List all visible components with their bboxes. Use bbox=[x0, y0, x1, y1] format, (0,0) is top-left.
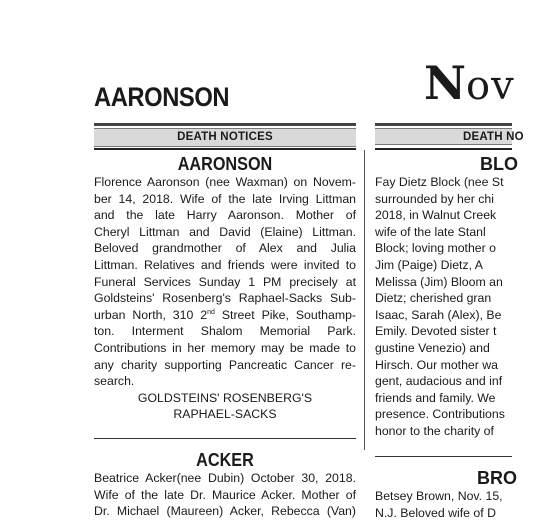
notice-title: AARONSON bbox=[177, 154, 273, 174]
notice-body bbox=[94, 174, 356, 390]
notice-line: 2018, in Walnut Creek bbox=[375, 208, 497, 223]
notice-title: BLO bbox=[480, 154, 518, 174]
notice-line: search. bbox=[94, 374, 135, 389]
masthead-initial: N bbox=[424, 56, 467, 110]
notice-line: Jim (Paige) Dietz, A bbox=[375, 257, 483, 272]
notice-line: surrounded by her chi bbox=[375, 191, 494, 206]
notice-line: ber 14, 2018. Wife of the late Irving Littman bbox=[94, 191, 356, 206]
notice-line: Florence Aaronson (nee Waxman) on Novem- bbox=[94, 175, 356, 189]
notice-body bbox=[94, 470, 356, 520]
notice-line: honor to the charity of bbox=[375, 423, 494, 438]
notice-line: Dietz; cherished gran bbox=[375, 291, 492, 306]
notice-line: N.J. Beloved wife of D bbox=[375, 505, 496, 520]
notice-line: any charity supporting Pancreatic Cancer re- bbox=[94, 357, 356, 372]
notice-separator bbox=[375, 456, 512, 457]
notice-line: Hirsch. Our mother wa bbox=[375, 357, 498, 372]
notice-line: Dr. Michael (Maureen) Acker, Rebecca (Van) bbox=[94, 504, 356, 519]
notice-line: Funeral Services Sunday 1 PM precisely at bbox=[94, 274, 356, 289]
notice-title: ACKER bbox=[196, 450, 254, 470]
notice-line: friends and family. We bbox=[375, 390, 496, 405]
notice-line: Melissa (Jim) Bloom an bbox=[375, 274, 503, 289]
notice-block bbox=[375, 154, 535, 440]
notice-separator bbox=[94, 438, 356, 439]
notice-body bbox=[375, 488, 535, 521]
section-label-right: DEATH NO bbox=[375, 128, 512, 145]
notice-title: BRO bbox=[477, 468, 517, 488]
notice-line: Cheryl Littman and David (Elaine) Littman. bbox=[94, 224, 356, 239]
notice-line: Isaac, Sarah (Alex), Be bbox=[375, 307, 502, 322]
notice-line: Contributions in her memory may be made to bbox=[94, 340, 356, 355]
notice-line bbox=[94, 307, 356, 324]
notice-line: Emily. Devoted sister t bbox=[375, 324, 497, 339]
section-rule-left bbox=[94, 148, 356, 150]
notice-line: Beloved grandmother of Alex and Julia bbox=[94, 241, 356, 256]
notice-line: Block; loving mother o bbox=[375, 241, 496, 256]
notice-line: Betsey Brown, Nov. 15, bbox=[375, 489, 503, 503]
notice-line: Littman. Relatives and friends were invited to bbox=[94, 257, 356, 272]
notice-line: Beatrice Acker(nee Dubin) October 30, 2018. bbox=[94, 471, 356, 485]
funeral-home-signature: RAPHAEL-SACKS bbox=[173, 407, 277, 422]
notice-line: presence. Contributions bbox=[375, 407, 505, 422]
notice-line: Wife of the late Dr. Maurice Acker. Mother of bbox=[94, 487, 356, 502]
ordinal-suffix: nd bbox=[207, 308, 215, 316]
section-label-left: DEATH NOTICES bbox=[94, 128, 356, 147]
notice-line: gustine Venezio) and bbox=[375, 340, 490, 355]
header-rule-left bbox=[94, 123, 356, 126]
masthead bbox=[424, 56, 515, 110]
page-header: AARONSON bbox=[94, 82, 230, 112]
notice-line: ton. Interment Shalom Memorial Park. bbox=[94, 324, 356, 339]
notice-line-part: Street Pike, Southamp- bbox=[214, 307, 357, 322]
notice-brown bbox=[375, 468, 535, 521]
notice-body bbox=[375, 174, 535, 440]
header-rule-right bbox=[375, 123, 512, 126]
masthead-rest: ov bbox=[466, 63, 515, 109]
section-rule-right bbox=[375, 148, 512, 150]
notice-acker bbox=[94, 450, 356, 520]
notice-line: wife of the late Stanl bbox=[375, 224, 486, 239]
notice-line: gent, audacious and inf bbox=[375, 374, 503, 389]
notice-line-part: urban North, 310 2 bbox=[94, 307, 208, 322]
notice-line: Fay Dietz Block (nee St bbox=[375, 175, 504, 189]
notice-line: Goldsteins' Rosenberg's Raphael-Sacks Sub- bbox=[94, 291, 356, 306]
column-divider bbox=[364, 150, 365, 450]
notice-aaronson bbox=[94, 154, 356, 423]
notice-line: and the late Harry Aaronson. Mother of bbox=[94, 208, 356, 223]
funeral-home-signature: GOLDSTEINS' ROSENBERG'S bbox=[137, 390, 313, 405]
